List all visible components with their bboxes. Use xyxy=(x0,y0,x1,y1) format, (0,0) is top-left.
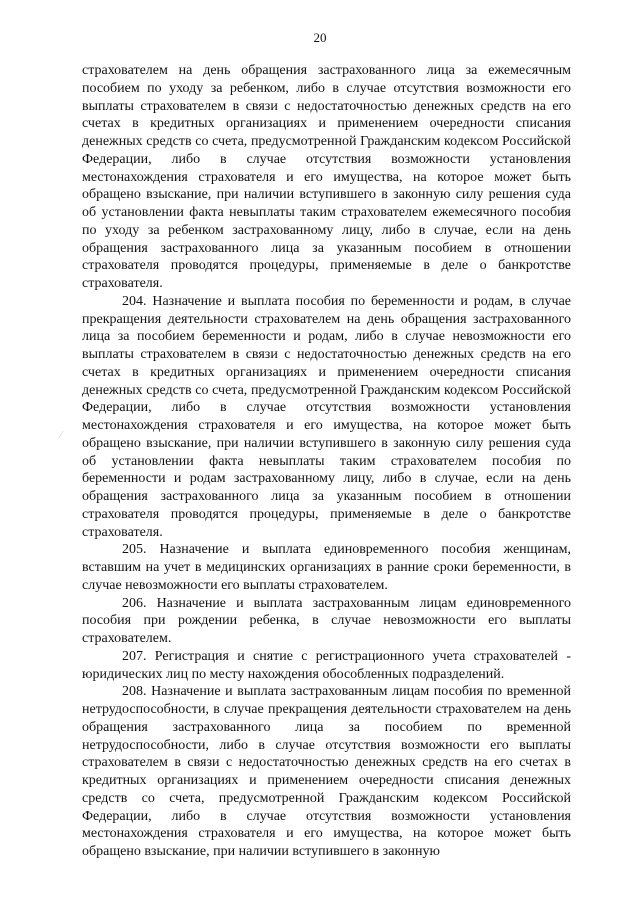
paragraph-item-205: 205. Назначение и выплата единовременного пособия женщинам, вставшим на учет в медицинских организациях в ранние сроки беременности, в случае невозможности его выплаты страхователем. xyxy=(82,542,571,593)
paragraph-item-206: 206. Назначение и выплата застрахованным лицам единовременного пособия при рождении ребенка, в случае невозможности его выплаты страхователем. xyxy=(82,595,571,646)
paragraph-continuation: страхователем на день обращения застрахованного лица за ежемесячным пособием по уходу за ребенком, либо в случае отсутствия возможности его выплаты страхователем в связи с недостаточностью денежных средств на его счетах в кредитных организациях и применением очередности списания денежных средств со счета, предусмотренной Гражданским кодексом Российской Федерации, либо в случае отсутствия возможности установления местонахождения страхователя и его имущества, на которое может быть обращено взыскание, при наличии вступившего в законную силу решения суда об установлении факта невыплаты таким страхователем ежемесячного пособия по уходу за ребенком застрахованному лицу, либо в случае, если на день обращения застрахованного лица за указанным пособием в отношении страхователя проводятся процедуры, применяемые в деле о банкротстве страхователя. xyxy=(82,63,571,291)
page-number: 20 xyxy=(313,30,327,45)
paragraph-item-204: 204. Назначение и выплата пособия по беременности и родам, в случае прекращения деятельности страхователем на день обращения застрахованного лица за пособием беременности и родам, либо в случае невозможности его выплаты страхователем в связи с недостаточностью денежных средств на его счетах в кредитных организациях и применением очередности списания денежных средств со счета, предусмотренной Гражданским кодексом Российской Федерации, либо в случае отсутствия возможности установления местонахождения страхователя и его имущества, на которое может быть обращено взыскание, при наличии вступившего в законную силу решения суда об установлении факта невыплаты таким страхователем пособия по беременности и родам застрахованному лицу, либо в случае, если на день обращения застрахованного лица за указанным пособием в отношении страхователя проводятся процедуры, применяемые в деле о банкротстве страхователя. xyxy=(82,293,571,540)
body-text xyxy=(82,62,571,861)
margin-mark: ⁄ xyxy=(60,430,62,441)
paragraph-item-208: 208. Назначение и выплата застрахованным лицам пособия по временной нетрудоспособности, в случае прекращения деятельности страхователем на день обращения застрахованного лица за пособием по временной нетрудоспособности, либо в случае отсутствия возможности его выплаты страхователем в связи с недостаточностью денежных средств на его счетах в кредитных организациях и применением очередности списания денежных средств со счета, предусмотренной Гражданским кодексом Российской Федерации, либо в случае отсутствия возможности установления местонахождения страхователя и его имущества, на которое может быть обращено взыскание, при наличии вступившего в законную xyxy=(82,684,571,859)
paragraph-item-207: 207. Регистрация и снятие с регистрационного учета страхователей - юридических лиц по месту нахождения обособленных подразделений. xyxy=(82,648,571,682)
